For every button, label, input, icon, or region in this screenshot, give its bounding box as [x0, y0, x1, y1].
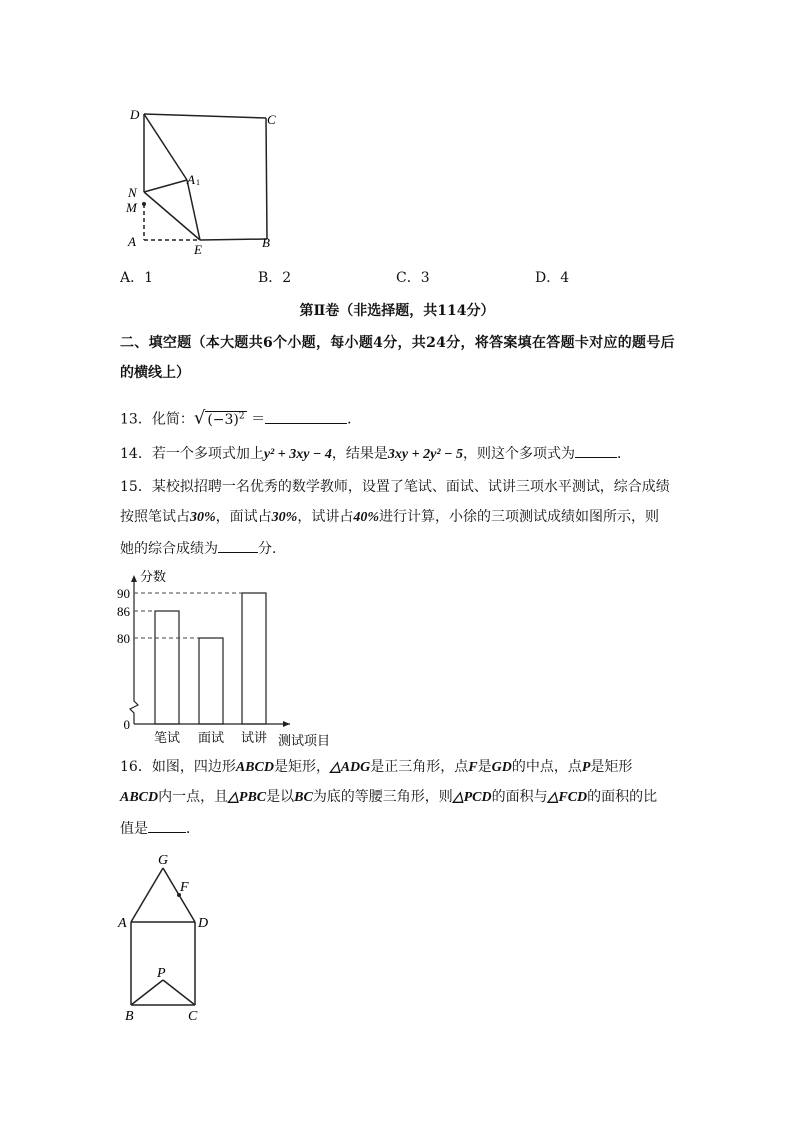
label-A1: A [187, 172, 195, 187]
q16-f: F [468, 760, 478, 775]
q14-text2: ，结果是 [331, 446, 388, 462]
q16-bc: BC [294, 790, 313, 805]
section-header: 第Ⅱ卷（非选择题，共114分） [299, 303, 495, 319]
q13-equals: ＝ [251, 411, 266, 428]
label-M: M [126, 200, 137, 215]
q16-fcd: △FCD [547, 790, 588, 805]
q14 [120, 443, 631, 465]
label-B: B [262, 235, 270, 250]
x-axis-arrow-icon [283, 721, 290, 727]
label-B: B [125, 1009, 134, 1024]
q15-line2: 按照笔试占30%，面试占30%，试讲占40%进行计算，小徐的三项测试成绩如图所示，则 [120, 509, 660, 525]
label-G: G [158, 853, 169, 868]
bar-1 [155, 611, 179, 724]
q13-suffix: ． [347, 411, 362, 428]
q16-answer-blank[interactable] [148, 818, 186, 833]
q15-pct-written: 30% [190, 510, 216, 525]
q13-prefix: 13．化简： [120, 411, 194, 428]
y-axis [130, 577, 138, 724]
y-axis-label: 分数 [140, 569, 167, 584]
q12-option-b: B．2 [258, 270, 292, 286]
part2-instruction-line2: 的横线上） [120, 365, 190, 381]
q16-line2: ABCD内一点，且△PBC是以BC为底的等腰三角形，则△PCD的面积与△FCD的面积的比 [120, 789, 658, 805]
y-tick-label-0: 0 [123, 717, 130, 732]
figure-rectangle-triangle [115, 850, 225, 1025]
bar-3 [242, 593, 266, 724]
q15-answer-blank[interactable] [218, 538, 258, 553]
q15-line3: 她的综合成绩为 分． [120, 538, 286, 559]
q16-line3: 值是 ． [120, 818, 200, 839]
figure-square-fold [120, 100, 290, 260]
q12-option-c: C．3 [396, 270, 430, 286]
q14-suffix: ． [617, 446, 632, 462]
label-F: F [180, 880, 189, 895]
q14-text3: ，则这个多项式为 [463, 446, 576, 462]
label-N: N [128, 185, 137, 200]
y-tick-label-90: 90 [117, 586, 130, 601]
category-label-2: 面试 [197, 730, 225, 745]
label-C: C [188, 1009, 198, 1024]
q13-radicand: $(-3)^2$ [207, 411, 245, 428]
label-A: A [118, 916, 127, 931]
q14-answer-blank[interactable] [575, 443, 617, 458]
q16-abcd: ABCD [235, 760, 274, 775]
q13 [120, 406, 361, 430]
y-tick-label-80: 80 [117, 631, 130, 646]
q16-abcd-2: ABCD [120, 790, 159, 805]
category-label-1: 笔试 [153, 730, 181, 745]
label-C: C [267, 112, 276, 127]
q15-pct-lecture: 40% [353, 510, 380, 525]
q16-adg: △ADG [329, 760, 371, 775]
label-P: P [157, 966, 166, 981]
q13-answer-blank[interactable] [265, 409, 347, 424]
q15-pct-interview: 30% [271, 510, 298, 525]
q15-line1: 15．某校拟招聘一名优秀的数学教师，设置了笔试、面试、试讲三项水平测试，综合成绩 [120, 479, 670, 495]
label-E: E [194, 242, 202, 257]
bar-2 [199, 638, 223, 724]
q16-line1: 16．如图，四边形ABCD是矩形，△ADG是正三角形，点F是GD的中点，点P是矩形 [120, 759, 633, 775]
sqrt-icon: √ [193, 407, 206, 429]
y-axis-arrow-icon [131, 575, 137, 582]
q14-text1: 14．若一个多项式加上 [120, 446, 264, 462]
q12-option-d: D．4 [535, 270, 570, 286]
part2-instruction-line1: 二、填空题（本大题共6个小题，每小题4分，共24分，将答案填在答题卡对应的题号后 [120, 335, 675, 351]
q16-pbc: △PBC [228, 790, 267, 805]
y-tick-label-86: 86 [117, 604, 130, 619]
label-A: A [128, 234, 136, 249]
q12-option-a: A．1 [120, 270, 154, 286]
label-D: D [198, 916, 209, 931]
q14-expr2: 3xy + 2y² − 5 [387, 447, 464, 462]
score-bar-chart [110, 563, 350, 753]
x-axis-label: 测试项目 [278, 733, 331, 748]
category-label-3: 试讲 [240, 730, 268, 745]
q16-p: P [581, 760, 591, 775]
q14-expr1: y² + 3xy − 4 [263, 447, 332, 462]
q13-exponent: 2 [238, 411, 245, 421]
label-D: D [130, 107, 140, 122]
q16-pcd: △PCD [452, 790, 492, 805]
label-A1-subscript: 1 [196, 178, 200, 187]
q16-gd: GD [491, 760, 512, 775]
